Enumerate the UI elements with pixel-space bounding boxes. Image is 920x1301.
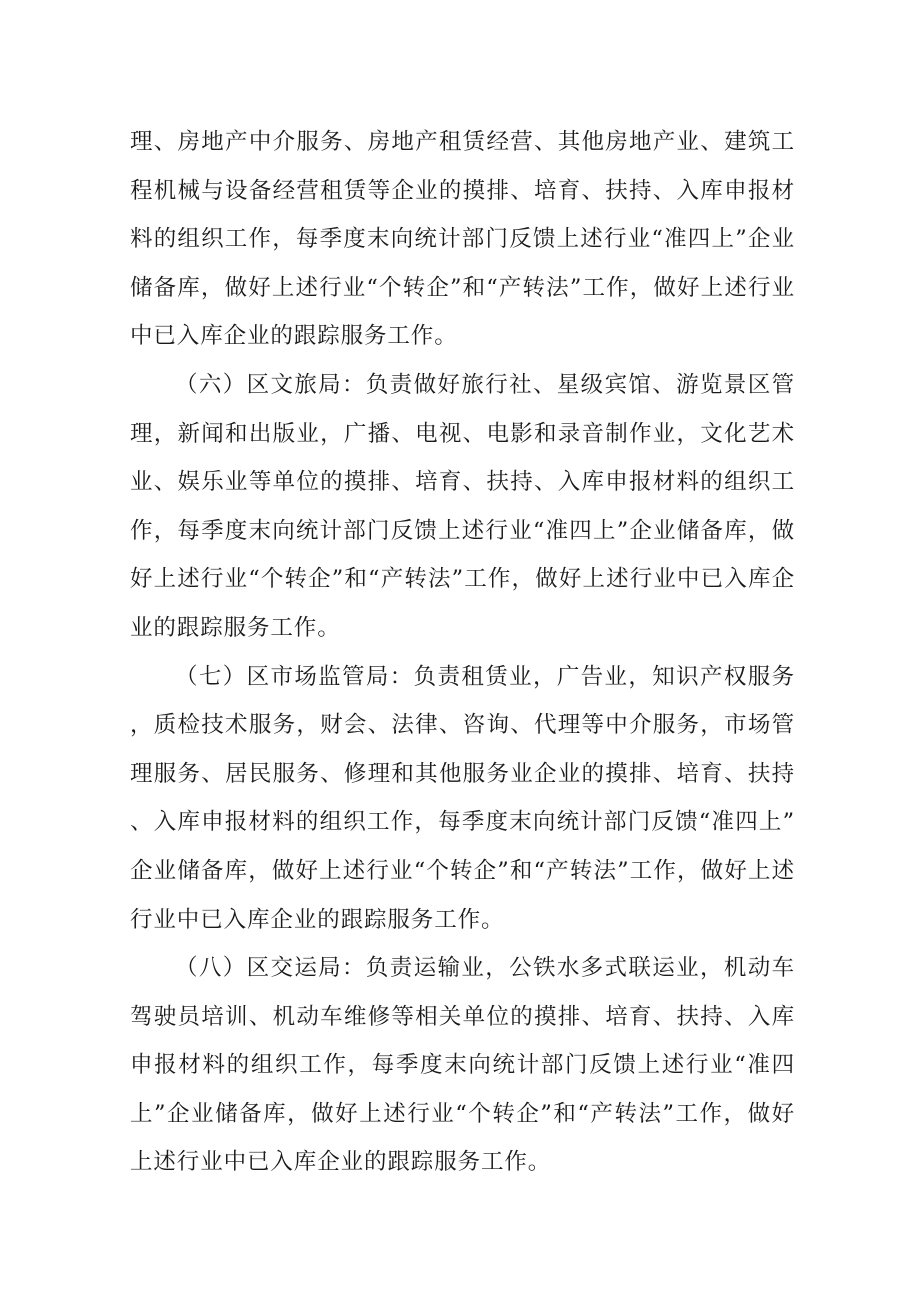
paragraph-section-8: （八）区交运局：负责运输业，公铁水多式联运业，机动车驾驶员培训、机动车维修等相关单位的摸排、培育、扶持、入库申报材料的组织工作，每季度末向统计部门反馈上述行业“准四上”企业储备库，做好上述行业“个转企”和“产转法”工作，做好上述行业中已入库企业的跟踪服务工作。 <box>130 955 795 1176</box>
paragraph-continuation: 理、房地产中介服务、房地产租赁经营、其他房地产业、建筑工程机械与设备经营租赁等企业的摸排、培育、扶持、入库申报材料的组织工作，每季度末向统计部门反馈上述行业“准四上”企业储备库，做好上述行业“个转企”和“产转法”工作，做好上述行业中已入库企业的跟踪服务工作。 <box>130 129 795 350</box>
body-text <box>130 118 795 1187</box>
paragraph-section-7: （七）区市场监管局：负责租赁业，广告业，知识产权服务，质检技术服务，财会、法律、咨询、代理等中介服务，市场管理服务、居民服务、修理和其他服务业企业的摸排、培育、扶持、入库申报材料的组织工作，每季度末向统计部门反馈“准四上”企业储备库，做好上述行业“个转企”和“产转法”工作，做好上述行业中已入库企业的跟踪服务工作。 <box>130 663 795 933</box>
paragraph-section-6: （六）区文旅局：负责做好旅行社、星级宾馆、游览景区管理，新闻和出版业，广播、电视、电影和录音制作业，文化艺术业、娱乐业等单位的摸排、培育、扶持、入库申报材料的组织工作，每季度末向统计部门反馈上述行业“准四上”企业储备库，做好上述行业“个转企”和“产转法”工作，做好上述行业中已入库企业的跟踪服务工作。 <box>130 371 795 641</box>
